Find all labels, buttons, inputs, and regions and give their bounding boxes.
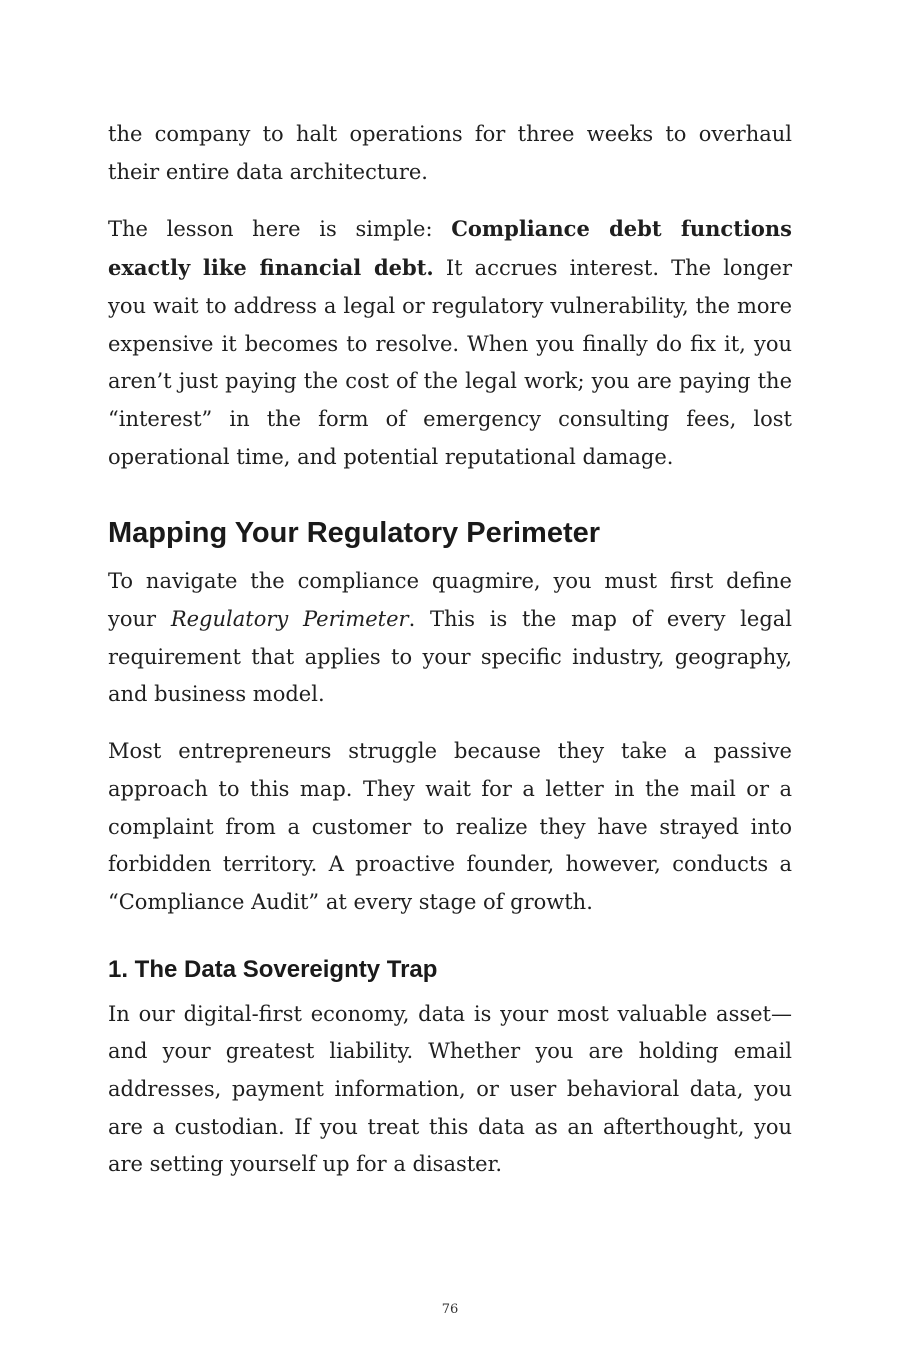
paragraph-text: Most entrepreneurs struggle because they take a passive approach to this map. They wait for a letter in the mail or a complaint from a customer to realize they have strayed into forbidden territory. A proactive founder, however, conducts a “Compliance Audit” at every stage of growth. (108, 739, 792, 914)
section-heading: Mapping Your Regulatory Perimeter (108, 517, 601, 550)
paragraph-text: In our digital-first economy, data is your most valuable asset—and your greatest liability. Whether you are holding email addresses, payment information, or user behavioral data, you are a custodian. If you treat this data as an afterthought, you are setting yourself up for a disaster. (108, 1001, 792, 1177)
paragraph-entrepreneurs (108, 733, 792, 922)
page-content (108, 116, 792, 1203)
bold-emphasis: Compliance debt functions exactly like financial debt. (108, 216, 792, 281)
subsection-heading: 1. The Data Sovereignty Trap (108, 955, 438, 983)
page-number: 76 (441, 1302, 459, 1317)
paragraph-compliance-debt (108, 210, 792, 476)
paragraph-intro: The lesson here is simple: (108, 217, 452, 242)
paragraph-text: It accrues interest. The longer you wait to address a legal or regulatory vulnerability, the more expensive it becomes to resolve. When you finally do fix it, you aren’t just paying the cost of the legal work; you are paying the “interest” in the form of emergency consulting fees, lost operational time, and potential reputational damage. (108, 256, 793, 469)
italic-term: Regulatory Perimeter (170, 607, 409, 632)
paragraph-continuation (108, 116, 792, 191)
paragraph-text: . This is the map of every legal requirement that applies to your specific industry, geography, and business model. (108, 607, 793, 707)
paragraph-intro: To navigate the compliance quagmire, you must first define your (108, 569, 792, 632)
paragraph-text: the company to halt operations for three weeks to overhaul their entire data architecture. (108, 122, 792, 184)
paragraph-data-sovereignty (108, 996, 792, 1185)
paragraph-regulatory-perimeter (108, 563, 792, 714)
